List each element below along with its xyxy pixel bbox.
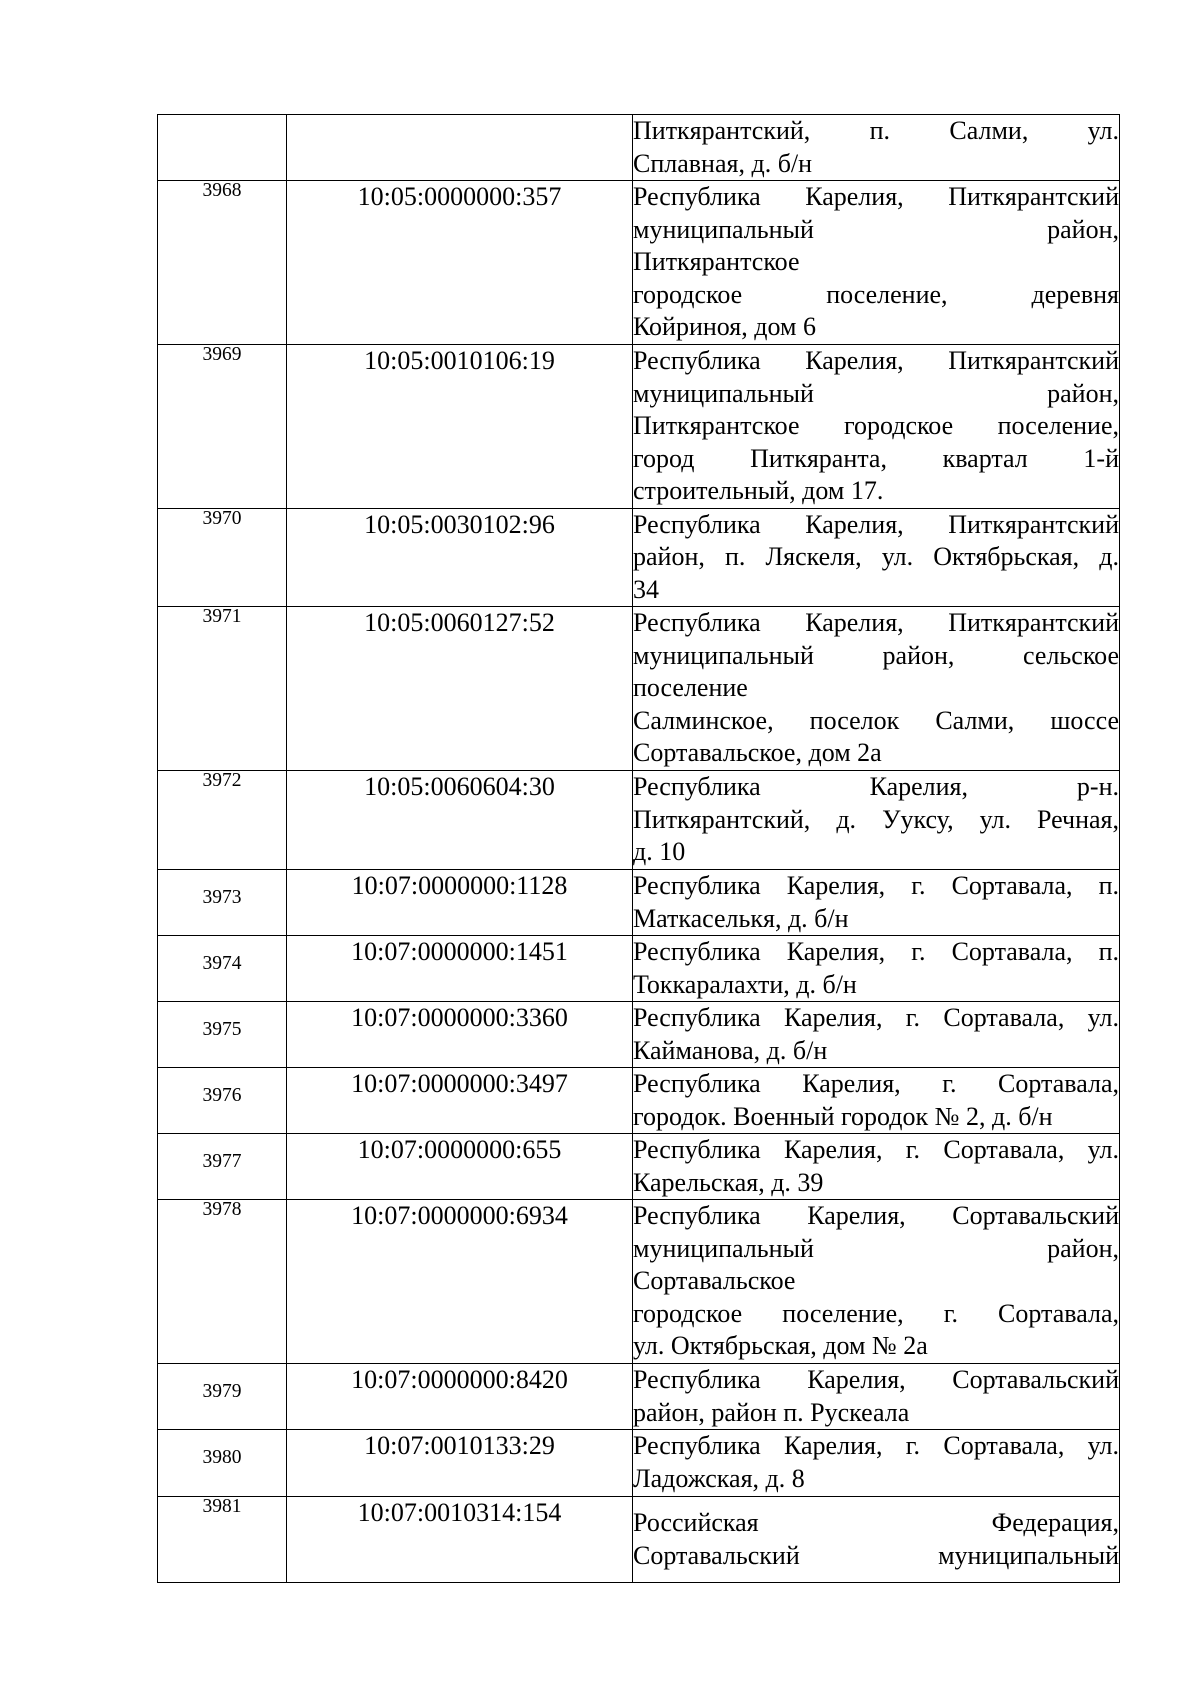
address-line: Сортавальское, дом 2а xyxy=(633,738,882,767)
row-number-cell xyxy=(158,1497,287,1583)
address-cell xyxy=(633,181,1120,345)
table-row xyxy=(158,771,1120,870)
cadastral-number-cell: 10:05:0010106:19 xyxy=(287,345,633,509)
address-line: строительный, дом 17. xyxy=(633,476,884,505)
address-line: ул. Октябрьская, дом № 2а xyxy=(633,1331,928,1360)
address-line: Питкярантский, п. Салми, ул. xyxy=(633,116,1119,145)
address-line: городское поселение, г. Сортавала, xyxy=(633,1298,1119,1328)
cadastral-number-cell: 10:07:0010133:29 xyxy=(287,1430,633,1497)
row-number: 3979 xyxy=(202,1381,242,1402)
address-cell xyxy=(633,1364,1120,1430)
cadastral-number-cell: 10:05:0060127:52 xyxy=(287,607,633,771)
address-line: Токкаралахти, д. б/н xyxy=(633,969,857,999)
address-line: Республика Карелия, Питкярантский xyxy=(633,346,1119,375)
address-line: Карельская, д. 39 xyxy=(633,1167,824,1197)
cadastral-number-cell: 10:07:0010314:154 xyxy=(287,1497,633,1583)
table-row xyxy=(158,1134,1120,1200)
table-row xyxy=(158,181,1120,345)
address-cell xyxy=(633,1068,1120,1134)
cadastral-number-cell: 10:05:0030102:96 xyxy=(287,508,633,607)
address-line: поселение xyxy=(633,673,748,702)
row-number: 3980 xyxy=(202,1447,242,1468)
table-row xyxy=(158,345,1120,509)
address-line: Питкярантский, д. Ууксу, ул. Речная, xyxy=(633,804,1119,834)
address-line: Республика Карелия, р-н. xyxy=(633,772,1119,801)
address-line: муниципальный район, xyxy=(633,214,1119,244)
table-row xyxy=(158,1002,1120,1068)
address-line: Республика Карелия, г. Сортавала, п. xyxy=(633,871,1119,900)
cadastral-number-cell xyxy=(287,115,633,181)
address-line: д. 10 xyxy=(633,837,686,866)
address-line: Республика Карелия, Питкярантский xyxy=(633,608,1119,637)
row-number-cell xyxy=(158,870,287,936)
address-line: Республика Карелия, г. Сортавала, ул. xyxy=(633,1135,1119,1164)
row-number-cell xyxy=(158,1430,287,1497)
address-cell xyxy=(633,936,1120,1002)
row-number-cell xyxy=(158,115,287,181)
row-number: 3975 xyxy=(202,1019,242,1040)
address-line: Российская Федерация, xyxy=(633,1508,1119,1537)
table-row xyxy=(158,1364,1120,1430)
address-line: 34 xyxy=(633,574,659,604)
row-number: 3972 xyxy=(202,770,242,791)
address-line: район, район п. Рускеала xyxy=(633,1397,910,1427)
address-line: Маткаселькя, д. б/н xyxy=(633,903,849,933)
row-number-cell xyxy=(158,1364,287,1430)
row-number-cell xyxy=(158,1068,287,1134)
address-line: район, п. Ляскеля, ул. Октябрьская, д. xyxy=(633,542,1119,571)
row-number: 3971 xyxy=(202,606,242,627)
address-line: муниципальный район, xyxy=(633,378,1119,408)
address-cell xyxy=(633,508,1120,607)
address-cell xyxy=(633,345,1120,509)
address-line: Питкярантское xyxy=(633,247,800,276)
row-number: 3981 xyxy=(202,1496,242,1517)
table-row xyxy=(158,607,1120,771)
address-line: Республика Карелия, г. Сортавала, ул. xyxy=(633,1003,1119,1032)
row-number: 3968 xyxy=(202,180,242,201)
cadastral-number-cell: 10:07:0000000:3497 xyxy=(287,1068,633,1134)
row-number xyxy=(158,115,286,141)
address-line: Сортавальский муниципальный xyxy=(633,1540,1119,1570)
row-number: 3970 xyxy=(202,507,242,529)
address-line: Республика Карелия, Питкярантский xyxy=(633,182,1119,211)
registry-table-body xyxy=(158,115,1120,1583)
address-line: Койриноя, дом 6 xyxy=(633,312,816,341)
address-cell xyxy=(633,870,1120,936)
table-row xyxy=(158,1430,1120,1497)
row-number-cell xyxy=(158,1200,287,1364)
row-number: 3974 xyxy=(202,953,242,974)
table-row xyxy=(158,1200,1120,1364)
registry-table xyxy=(157,114,1120,1583)
cadastral-number-cell: 10:07:0000000:655 xyxy=(287,1134,633,1200)
address-line: город Питкяранта, квартал 1-й xyxy=(633,443,1119,473)
row-number: 3976 xyxy=(202,1085,242,1106)
address-line: муниципальный район, сельское xyxy=(633,640,1119,670)
address-cell xyxy=(633,1002,1120,1068)
table-row xyxy=(158,115,1120,181)
row-number-cell xyxy=(158,771,287,870)
address-line: Республика Карелия, Питкярантский xyxy=(633,509,1119,539)
row-number-cell xyxy=(158,181,287,345)
row-number: 3978 xyxy=(202,1199,242,1220)
row-number-cell xyxy=(158,1134,287,1200)
cadastral-number-cell: 10:07:0000000:1451 xyxy=(287,936,633,1002)
address-line: Сортавальское xyxy=(633,1266,796,1295)
address-line: Республика Карелия, г. Сортавала, ул. xyxy=(633,1431,1119,1460)
row-number-cell xyxy=(158,345,287,509)
cadastral-number-cell: 10:05:0000000:357 xyxy=(287,181,633,345)
row-number: 3969 xyxy=(202,344,242,365)
address-cell xyxy=(633,1200,1120,1364)
address-cell xyxy=(633,115,1120,181)
cadastral-number-cell: 10:05:0060604:30 xyxy=(287,771,633,870)
table-row xyxy=(158,1497,1120,1583)
row-number-cell xyxy=(158,607,287,771)
address-cell xyxy=(633,771,1120,870)
address-line: Кайманова, д. б/н xyxy=(633,1035,828,1065)
table-row xyxy=(158,508,1120,607)
address-line: муниципальный район, xyxy=(633,1233,1119,1263)
address-line: Республика Карелия, Сортавальский xyxy=(633,1365,1119,1394)
row-number-cell xyxy=(158,508,287,607)
table-row xyxy=(158,936,1120,1002)
address-line: Питкярантское городское поселение, xyxy=(633,411,1119,440)
cadastral-number-cell: 10:07:0000000:6934 xyxy=(287,1200,633,1364)
table-row xyxy=(158,1068,1120,1134)
address-line: Республика Карелия, Сортавальский xyxy=(633,1201,1119,1230)
table-row xyxy=(158,870,1120,936)
cadastral-number-cell: 10:07:0000000:8420 xyxy=(287,1364,633,1430)
address-line: Салминское, поселок Салми, шоссе xyxy=(633,705,1119,735)
address-line: городское поселение, деревня xyxy=(633,279,1119,309)
address-line: Ладожская, д. 8 xyxy=(633,1463,805,1493)
address-cell xyxy=(633,607,1120,771)
row-number-cell xyxy=(158,936,287,1002)
row-number-cell xyxy=(158,1002,287,1068)
cadastral-number-cell: 10:07:0000000:3360 xyxy=(287,1002,633,1068)
address-line: Сплавная, д. б/н xyxy=(633,148,813,178)
row-number: 3973 xyxy=(202,887,242,908)
row-number: 3977 xyxy=(202,1151,242,1172)
address-line: Республика Карелия, г. Сортавала, п. xyxy=(633,937,1119,966)
address-line: Республика Карелия, г. Сортавала, xyxy=(633,1069,1119,1098)
cadastral-number-cell: 10:07:0000000:1128 xyxy=(287,870,633,936)
address-line: городок. Военный городок № 2, д. б/н xyxy=(633,1101,1053,1131)
address-cell xyxy=(633,1497,1120,1583)
address-cell xyxy=(633,1134,1120,1200)
address-cell xyxy=(633,1430,1120,1497)
